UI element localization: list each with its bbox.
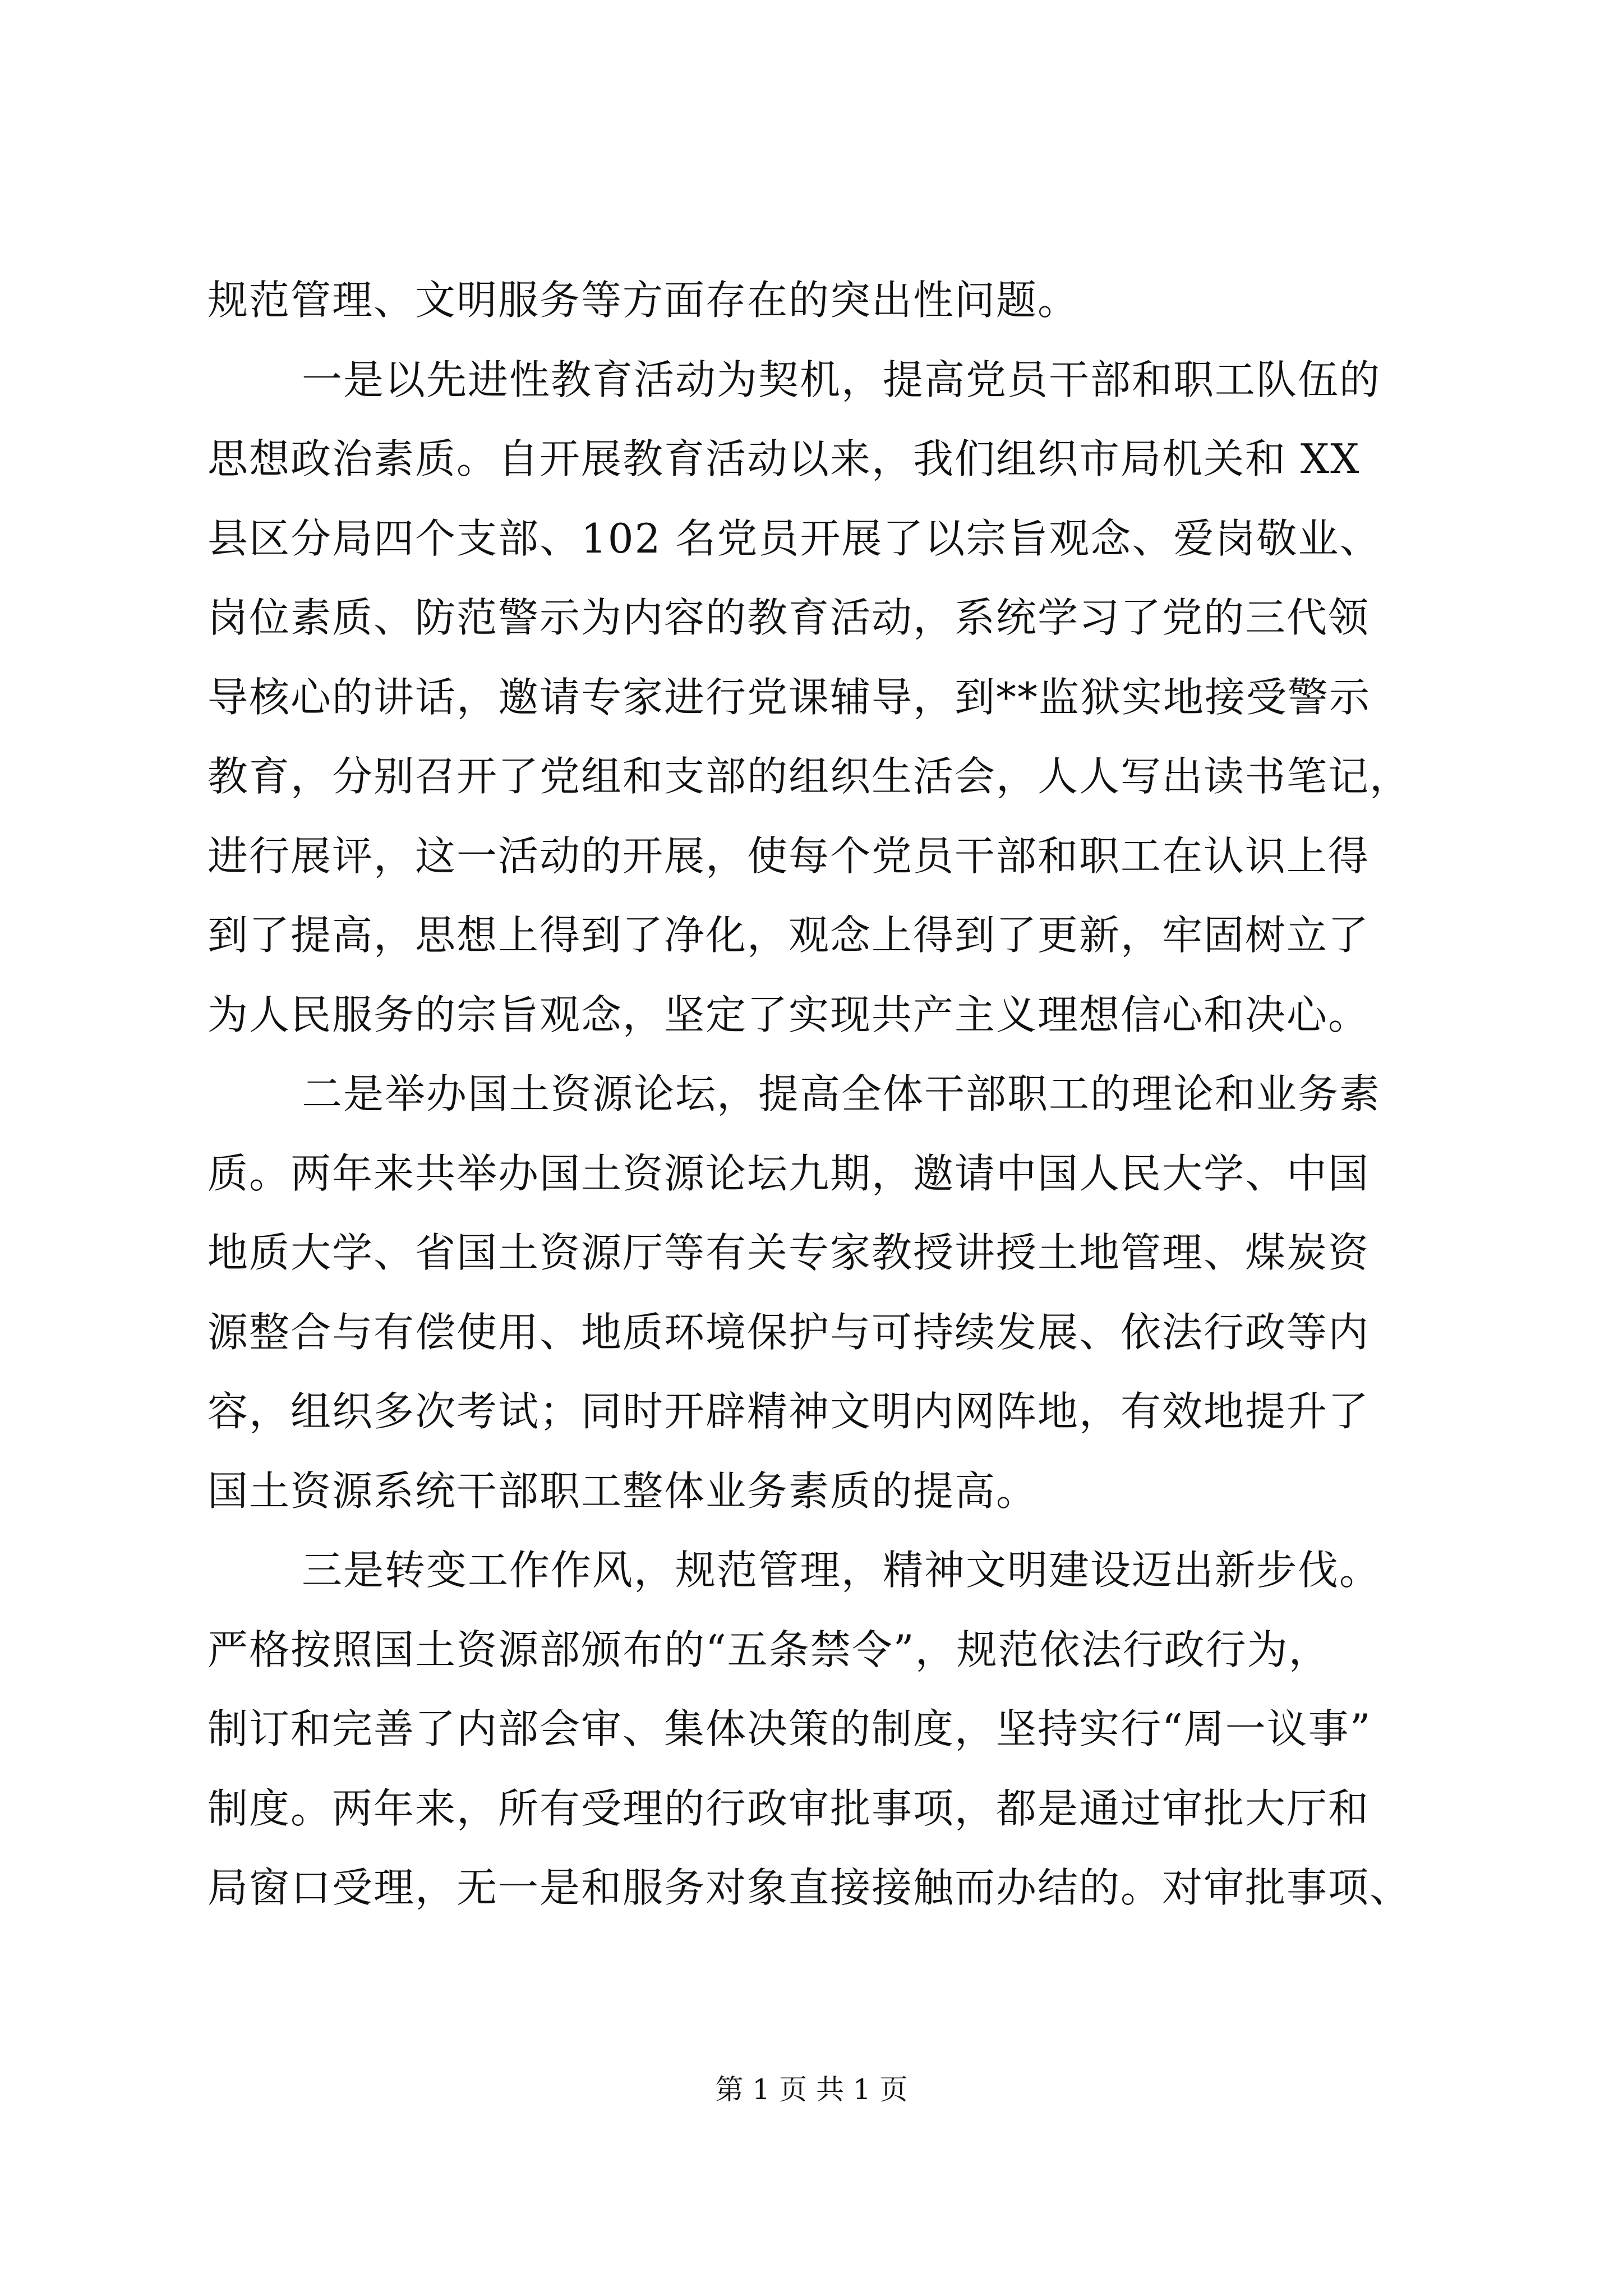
text-line: 导核心的讲话，邀请专家进行党课辅导，到**监狱实地接受警示 xyxy=(208,673,1371,721)
text-line: 规范管理、文明服务等方面存在的突出性问题。 xyxy=(208,277,1080,324)
text-line: 制度。两年来，所有受理的行政审批事项，都是通过审批大厅和 xyxy=(208,1784,1370,1832)
document-body xyxy=(208,261,1416,1928)
text-line: 局窗口受理，无一是和服务对象直接接触而办结的。对审批事项、 xyxy=(208,1864,1412,1911)
text-line: 为人民服务的宗旨观念，坚定了实现共产主义理想信心和决心。 xyxy=(208,991,1370,1038)
text-line: 教育，分别召开了党组和支部的组织生活会，人人写出读书笔记， xyxy=(208,753,1412,800)
text-line: 制订和完善了内部会审、集体决策的制度，坚持实行“周一议事” xyxy=(208,1705,1372,1752)
text-line: 严格按照国土资源部颁布的“五条禁令”，规范依法行政行为， xyxy=(208,1626,1330,1673)
text-line: 进行展评，这一活动的开展，使每个党员干部和职工在认识上得 xyxy=(208,832,1370,880)
text-line: 二是举办国土资源论坛，提高全体干部职工的理论和业务素 xyxy=(302,1070,1381,1117)
text-line: 源整合与有偿使用、地质环境保护与可持续发展、依法行政等内 xyxy=(208,1308,1370,1356)
text-line: 容，组织多次考试；同时开辟精神文明内网阵地，有效地提升了 xyxy=(208,1388,1370,1435)
text-line: 一是以先进性教育活动为契机，提高党员干部和职工队伍的 xyxy=(302,356,1381,403)
text-line: 思想政治素质。自开展教育活动以来，我们组织市局机关和 XX xyxy=(208,435,1361,482)
text-line: 到了提高，思想上得到了净化，观念上得到了更新，牢固树立了 xyxy=(208,912,1370,959)
text-line: 县区分局四个支部、102 名党员开展了以宗旨观念、爱岗敬业、 xyxy=(208,514,1381,562)
text-line: 岗位素质、防范警示为内容的教育活动，系统学习了党的三代领 xyxy=(208,594,1370,641)
text-line: 三是转变工作作风，规范管理，精神文明建设迈出新步伐。 xyxy=(302,1547,1381,1594)
text-line: 质。两年来共举办国土资源论坛九期，邀请中国人民大学、中国 xyxy=(208,1149,1370,1197)
text-line: 地质大学、省国土资源厅等有关专家教授讲授土地管理、煤炭资 xyxy=(208,1229,1370,1276)
text-line: 国土资源系统干部职工整体业务素质的提高。 xyxy=(208,1467,1038,1515)
page-footer: 第 1 页 共 1 页 xyxy=(715,2073,908,2106)
